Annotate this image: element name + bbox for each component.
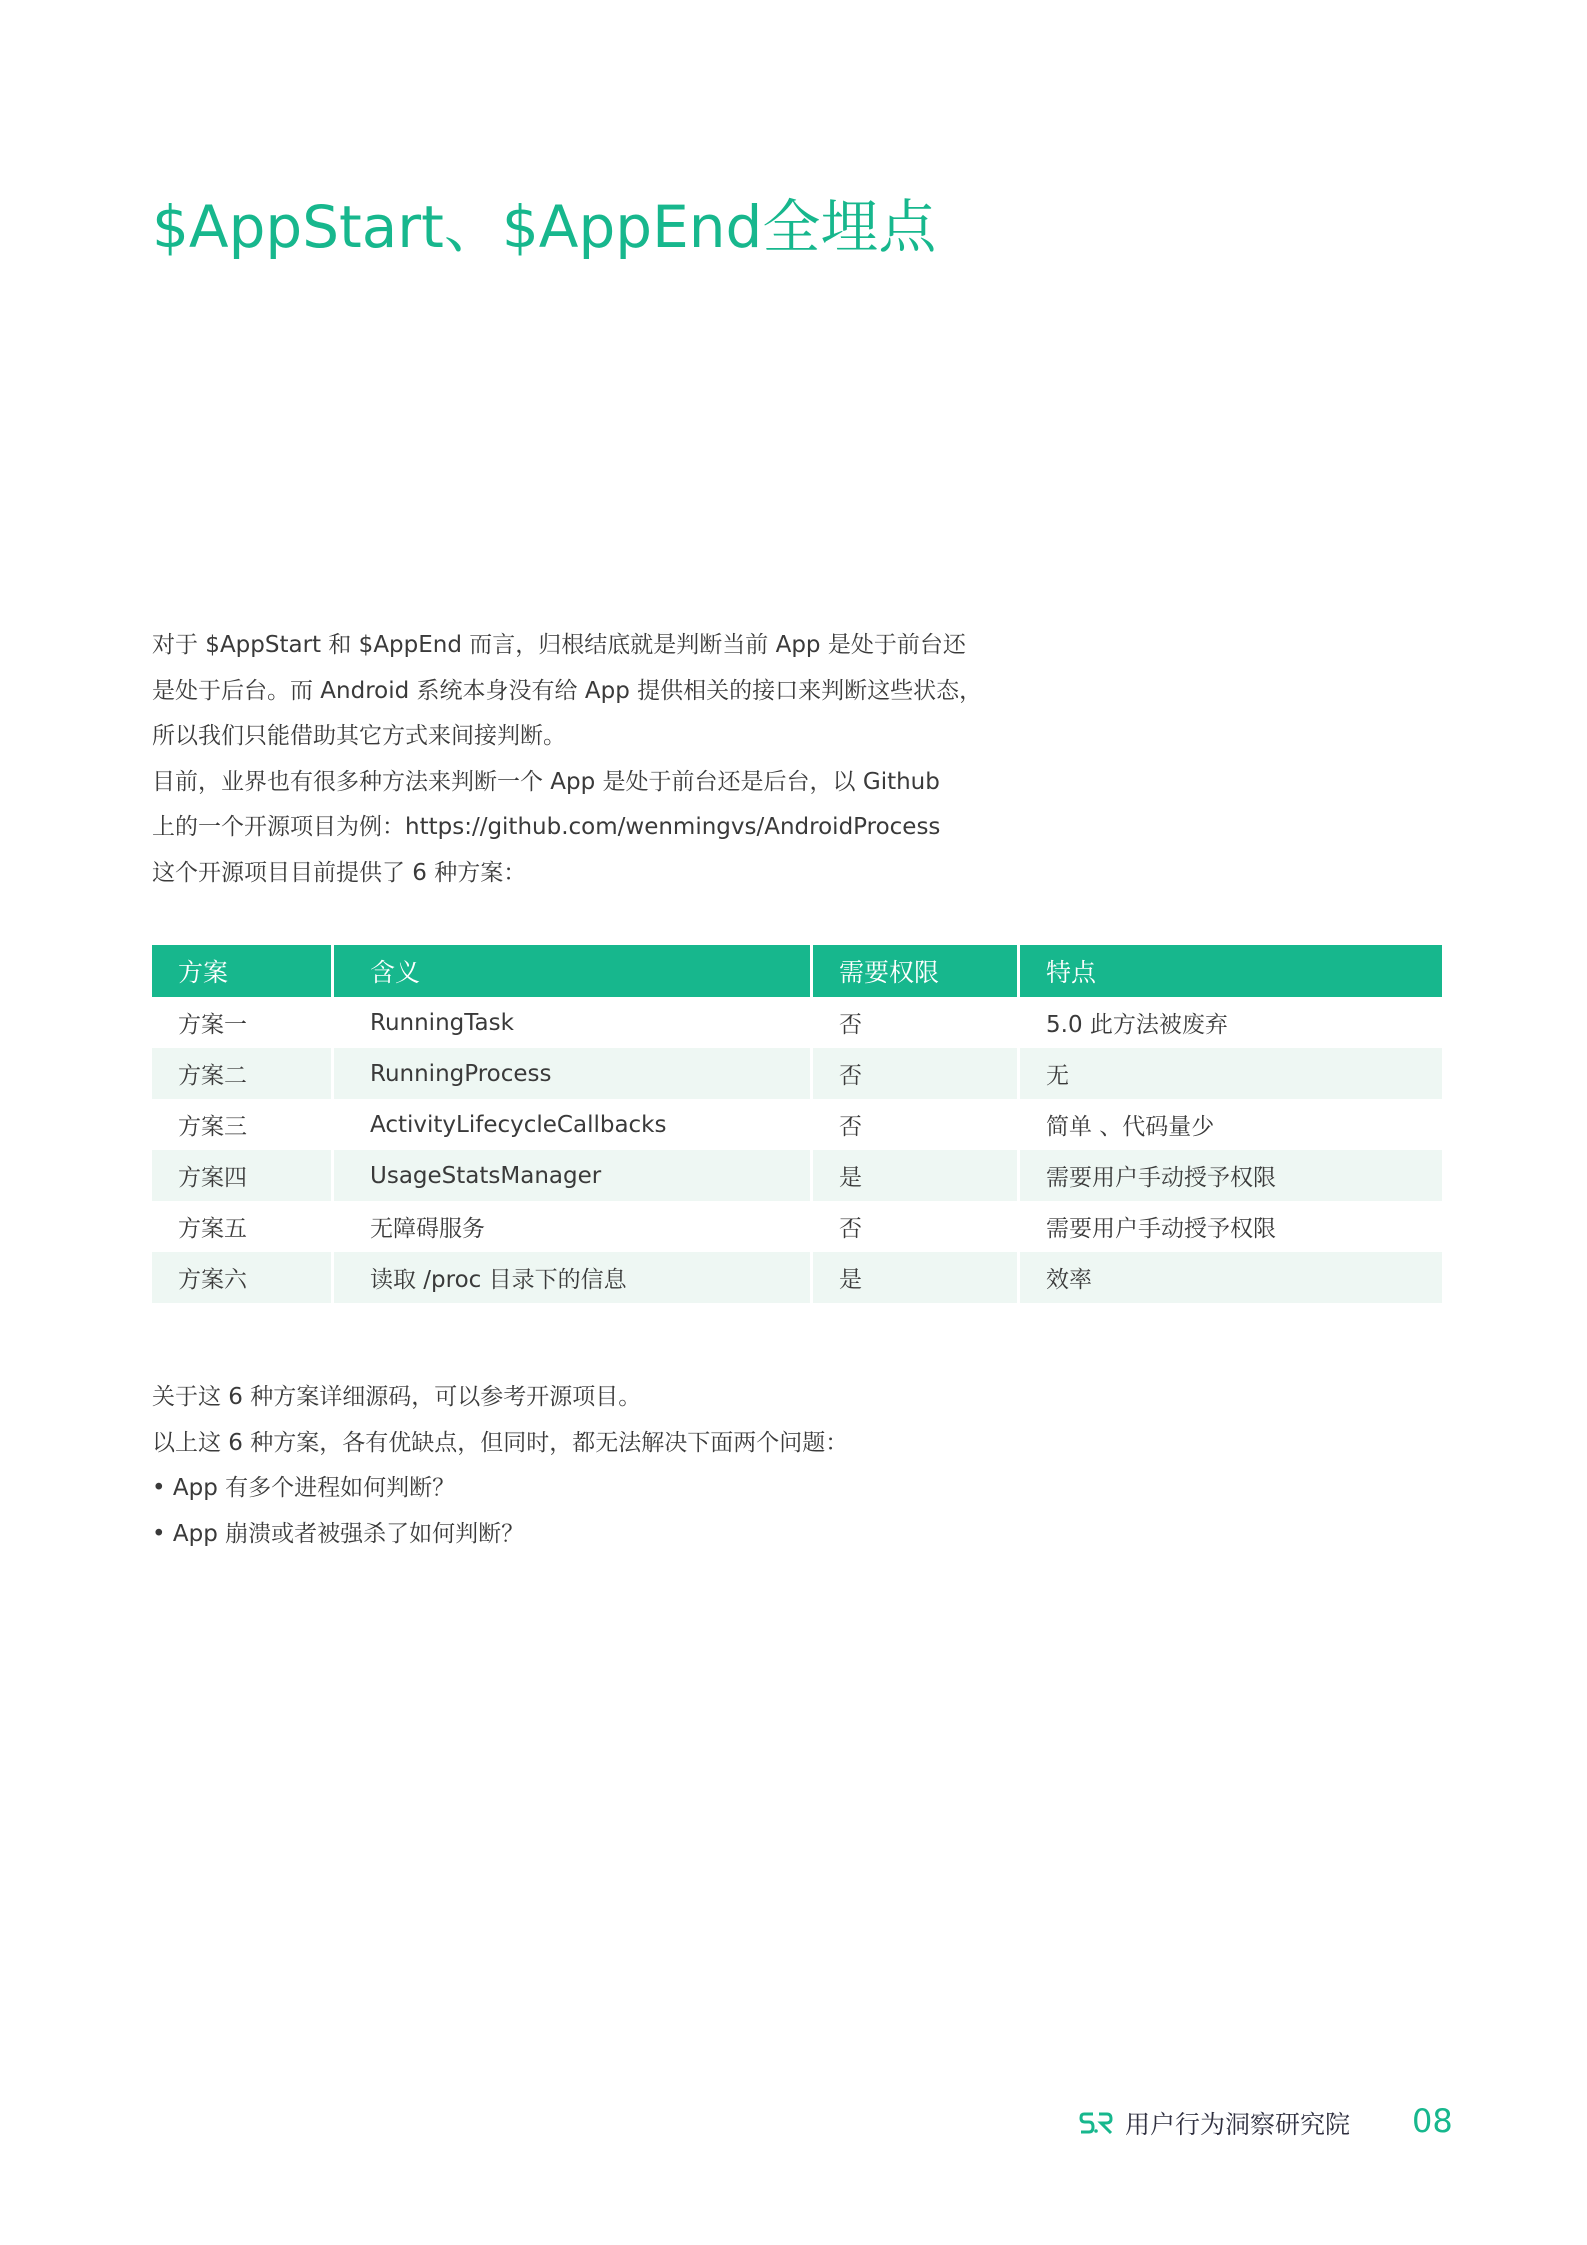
organization-name: 用户行为洞察研究院 [1125, 2110, 1351, 2139]
cell-feature: 需要用户手动授予权限 [1020, 1150, 1442, 1201]
cell-scheme: 方案四 [152, 1150, 331, 1201]
table-row [152, 1252, 1442, 1303]
cell-permission: 是 [813, 1150, 1017, 1201]
page-title: $AppStart、$AppEnd全埋点 [152, 193, 937, 261]
bullet-item: • App 崩溃或者被强杀了如何判断？ [152, 1520, 525, 1547]
cell-meaning: RunningTask [370, 1009, 514, 1036]
cell-feature: 简单 、代码量少 [1046, 1114, 1215, 1140]
outro-paragraph [152, 1375, 848, 1557]
cell-scheme: 方案三 [178, 1114, 247, 1140]
cell-meaning: ActivityLifecycleCallbacks [370, 1111, 667, 1138]
header-feature: 特点 [1020, 945, 1442, 997]
cell-meaning: 无障碍服务 [370, 1216, 485, 1242]
cell-permission: 否 [813, 1048, 1017, 1099]
header-scheme: 方案 [152, 945, 331, 997]
header-meaning: 含义 [334, 945, 810, 997]
cell-meaning: 读取 /proc 目录下的信息 [334, 1252, 810, 1303]
table-row [152, 1201, 1442, 1252]
text-line: 对于 $AppStart 和 $AppEnd 而言，归根结底就是判断当前 App 是处于前台还 [152, 632, 966, 658]
text-line: 所以我们只能借助其它方式来间接判断。 [152, 723, 566, 749]
intro-paragraph [152, 623, 982, 896]
solutions-table [149, 945, 1445, 1303]
text-line: 这个开源项目目前提供了 6 种方案： [152, 859, 527, 886]
cell-permission: 否 [839, 1012, 862, 1038]
table-row [152, 1048, 1442, 1099]
cell-feature: 需要用户手动授予权限 [1046, 1216, 1276, 1242]
cell-scheme: 方案六 [152, 1252, 331, 1303]
cell-feature: 效率 [1020, 1252, 1442, 1303]
cell-permission: 否 [839, 1114, 862, 1140]
table-row [152, 1150, 1442, 1201]
table-header-row [152, 945, 1442, 997]
page-number: 08 [1412, 2102, 1453, 2140]
text-line: 是处于后台。而 Android 系统本身没有给 App 提供相关的接口来判断这些状态， [152, 677, 983, 704]
text-line: 以上这 6 种方案，各有优缺点，但同时，都无法解决下面两个问题： [152, 1429, 849, 1456]
cell-scheme: 方案五 [178, 1216, 247, 1242]
cell-feature: 5.0 此方法被废弃 [1046, 1012, 1228, 1038]
cell-feature: 无 [1020, 1048, 1442, 1099]
sr-logo-icon [1079, 2109, 1113, 2137]
table-row [152, 1099, 1442, 1150]
text-line: 关于这 6 种方案详细源码，可以参考开源项目。 [152, 1384, 642, 1410]
cell-scheme: 方案一 [178, 1012, 247, 1038]
cell-permission: 是 [813, 1252, 1017, 1303]
table-row [152, 997, 1442, 1048]
cell-scheme: 方案二 [152, 1048, 331, 1099]
text-line: 上的一个开源项目为例：https://github.com/wenmingvs/AndroidProcess [152, 814, 941, 840]
header-permission: 需要权限 [813, 945, 1017, 997]
bullet-item: • App 有多个进程如何判断？ [152, 1475, 456, 1501]
cell-meaning: RunningProcess [334, 1048, 810, 1099]
cell-permission: 否 [839, 1216, 862, 1242]
text-line: 目前，业界也有很多种方法来判断一个 App 是处于前台还是后台，以 Github [152, 768, 940, 795]
cell-meaning: UsageStatsManager [334, 1150, 810, 1201]
footer [1079, 2105, 1350, 2141]
